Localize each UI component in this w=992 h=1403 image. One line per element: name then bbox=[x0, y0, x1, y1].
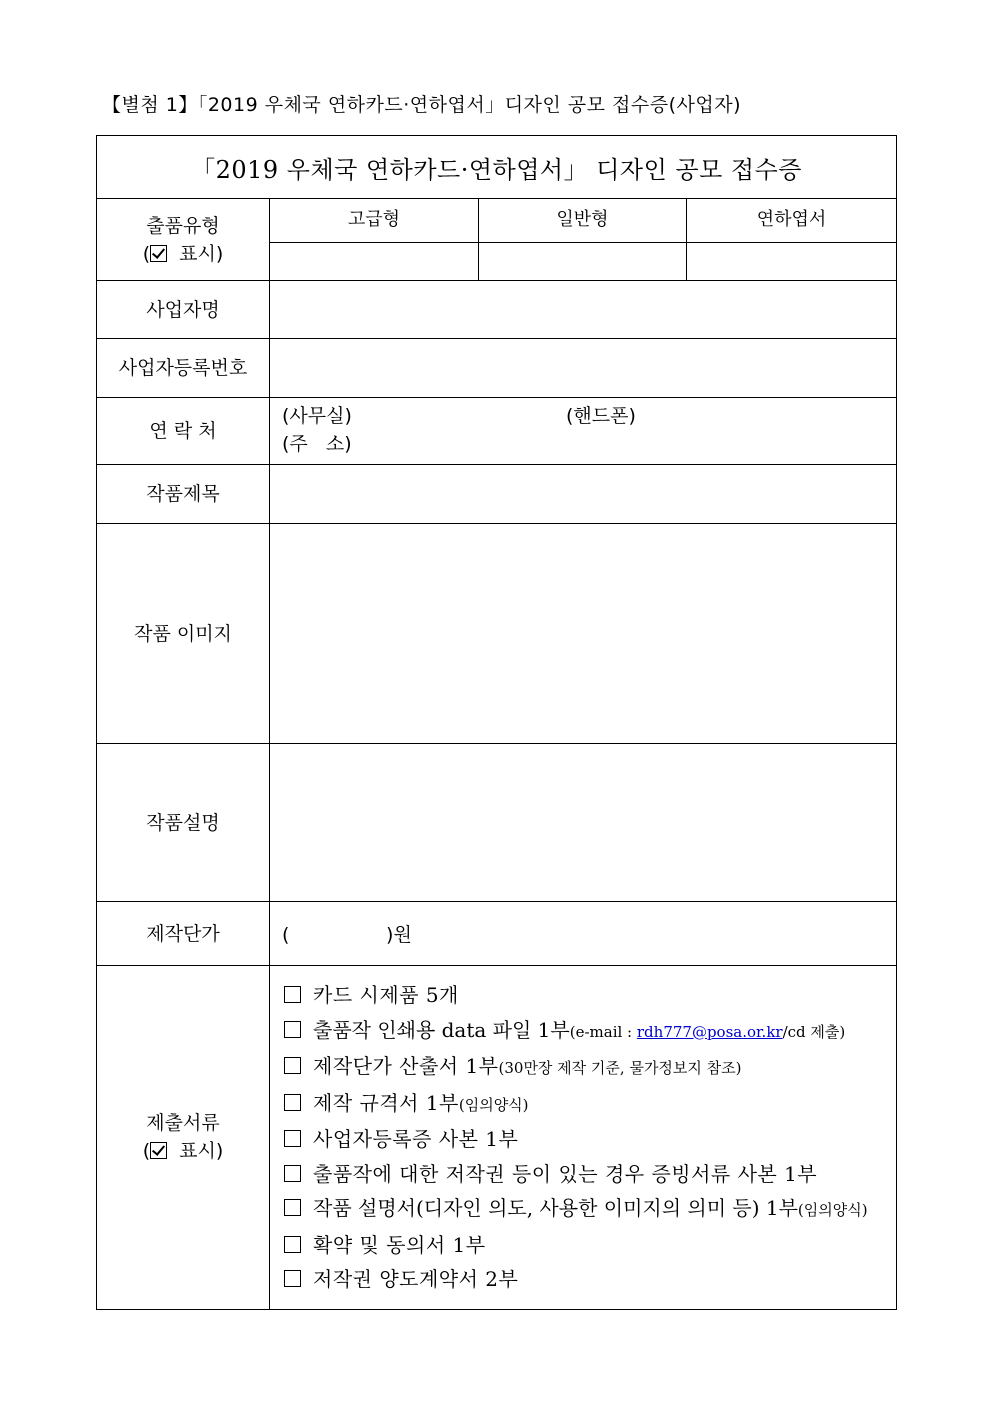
address-label: (주 소) bbox=[282, 433, 352, 455]
email-link[interactable]: rdh777@posa.or.kr bbox=[636, 1022, 783, 1041]
doc-item-copyright-proof[interactable] bbox=[284, 1157, 896, 1192]
option-standard-checkbox[interactable] bbox=[479, 243, 687, 281]
doc-note: (임의양식) bbox=[797, 1201, 868, 1219]
doc-item-work-description[interactable] bbox=[284, 1191, 896, 1228]
work-title-label: 작품제목 bbox=[97, 465, 270, 524]
documents-note bbox=[97, 1137, 269, 1165]
option-premium-checkbox[interactable] bbox=[270, 243, 479, 281]
business-reg-no-field[interactable] bbox=[270, 339, 897, 398]
doc-item-copyright-transfer[interactable] bbox=[284, 1262, 896, 1297]
doc-note: (임의양식) bbox=[458, 1095, 529, 1114]
option-postcard-header: 연하엽서 bbox=[687, 199, 897, 243]
note-paren: ( bbox=[142, 1140, 151, 1163]
doc-item-spec-sheet[interactable] bbox=[284, 1086, 896, 1123]
note-text: 표시) bbox=[173, 242, 224, 265]
documents-checklist bbox=[270, 966, 897, 1310]
documents-label bbox=[97, 966, 270, 1310]
entry-type-note bbox=[97, 240, 269, 268]
work-description-label: 작품설명 bbox=[97, 744, 270, 902]
checkbox-icon[interactable] bbox=[284, 1057, 301, 1074]
doc-item-agreement[interactable] bbox=[284, 1228, 896, 1263]
doc-item-business-registration[interactable] bbox=[284, 1122, 896, 1157]
option-premium-header: 고급형 bbox=[270, 199, 479, 243]
unit-price-value: ( )원 bbox=[282, 924, 412, 946]
doc-text: 출품작에 대한 저작권 등이 있는 경우 증빙서류 사본 1부 bbox=[313, 1161, 818, 1186]
doc-item-card-samples[interactable] bbox=[284, 978, 896, 1013]
business-name-field[interactable] bbox=[270, 281, 897, 339]
office-label: (사무실) bbox=[282, 405, 352, 427]
contact-phone-line bbox=[282, 402, 896, 430]
work-description-field[interactable] bbox=[270, 744, 897, 902]
option-postcard-checkbox[interactable] bbox=[687, 243, 897, 281]
doc-note: (30만장 제작 기준, 물가정보지 참조) bbox=[498, 1059, 742, 1077]
checkbox-icon[interactable] bbox=[284, 1199, 301, 1216]
checkbox-icon[interactable] bbox=[284, 1130, 301, 1147]
doc-text: 출품작 인쇄용 data 파일 1부 bbox=[313, 1017, 570, 1042]
attachment-caption: 【별첨 1】「2019 우체국 연하카드·연하엽서」디자인 공모 접수증(사업자) bbox=[102, 94, 742, 116]
doc-text: 제작 규격서 1부 bbox=[313, 1090, 459, 1115]
contact-label: 연 락 처 bbox=[97, 398, 270, 465]
application-receipt-form bbox=[96, 135, 897, 1310]
mobile-label: (핸드폰) bbox=[566, 405, 636, 427]
entry-type-label-text: 출품유형 bbox=[146, 214, 220, 237]
work-image-label: 작품 이미지 bbox=[97, 524, 270, 744]
checked-box-icon bbox=[150, 245, 167, 262]
doc-item-cost-calculation[interactable] bbox=[284, 1049, 896, 1086]
option-standard-header: 일반형 bbox=[479, 199, 687, 243]
doc-text: 사업자등록증 사본 1부 bbox=[313, 1127, 519, 1151]
documents-label-text: 제출서류 bbox=[146, 1112, 220, 1135]
doc-text: 제작단가 산출서 1부 bbox=[313, 1054, 499, 1078]
note-text: 표시) bbox=[173, 1140, 224, 1163]
checkbox-icon[interactable] bbox=[284, 1270, 301, 1287]
checkbox-icon[interactable] bbox=[284, 986, 301, 1003]
checkbox-icon[interactable] bbox=[284, 1236, 301, 1253]
unit-price-label: 제작단가 bbox=[97, 902, 270, 966]
doc-item-print-data-file[interactable] bbox=[284, 1013, 896, 1050]
doc-text: 확약 및 동의서 1부 bbox=[313, 1232, 486, 1257]
doc-text: 작품 설명서(디자인 의도, 사용한 이미지의 의미 등) 1부 bbox=[313, 1196, 798, 1220]
contact-field[interactable] bbox=[270, 398, 897, 465]
business-name-label: 사업자명 bbox=[97, 281, 270, 339]
doc-text: 저작권 양도계약서 2부 bbox=[313, 1267, 519, 1291]
checkbox-icon[interactable] bbox=[284, 1165, 301, 1182]
unit-price-field[interactable] bbox=[270, 902, 897, 966]
checkbox-icon[interactable] bbox=[284, 1094, 301, 1111]
form-title: 「2019 우체국 연하카드·연하엽서」 디자인 공모 접수증 bbox=[97, 136, 897, 199]
entry-type-label bbox=[97, 199, 270, 281]
note-paren: ( bbox=[142, 242, 151, 265]
work-image-field[interactable] bbox=[270, 524, 897, 744]
doc-text: 카드 시제품 5개 bbox=[313, 983, 459, 1007]
checked-box-icon bbox=[150, 1142, 167, 1159]
business-reg-no-label: 사업자등록번호 bbox=[97, 339, 270, 398]
work-title-field[interactable] bbox=[270, 465, 897, 524]
checkbox-icon[interactable] bbox=[284, 1021, 301, 1038]
doc-note: (e-mail : bbox=[569, 1022, 637, 1041]
doc-note: /cd 제출) bbox=[782, 1022, 846, 1041]
